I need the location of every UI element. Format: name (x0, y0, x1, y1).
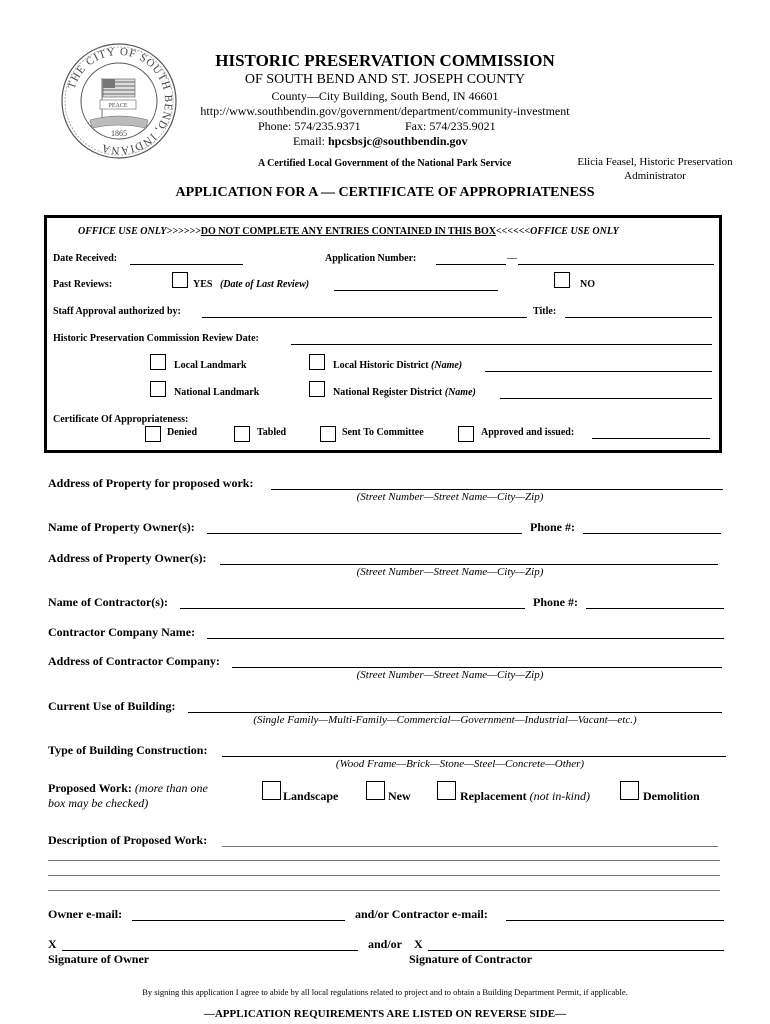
property-address-hint: (Street Number—Street Name—City—Zip) (356, 491, 544, 503)
new-label: New (388, 789, 411, 803)
application-number-field-a[interactable] (436, 264, 506, 265)
sent-committee-checkbox[interactable] (320, 426, 336, 442)
contractor-company-field[interactable] (207, 638, 724, 639)
construction-type-hint: (Wood Frame—Brick—Stone—Steel—Concrete—Other) (335, 758, 585, 770)
construction-type-field[interactable] (222, 756, 726, 757)
approved-label: Approved and issued: (481, 427, 575, 438)
contractor-phone-field[interactable] (586, 608, 724, 609)
owner-phone-field[interactable] (583, 533, 721, 534)
owner-address-hint: (Street Number—Street Name—City—Zip) (356, 566, 544, 578)
header-email-line (293, 134, 468, 149)
yes-checkbox[interactable] (172, 272, 188, 288)
national-register-field[interactable] (500, 398, 712, 399)
owner-email-label: Owner e-mail: (48, 907, 123, 921)
application-number-dash: — (507, 253, 517, 264)
proposed-work-hint-1: (more than one (134, 781, 208, 795)
current-use-label: Current Use of Building: (48, 699, 176, 713)
date-last-review-field[interactable] (334, 290, 498, 291)
description-line-1[interactable] (222, 846, 718, 847)
approved-checkbox[interactable] (458, 426, 474, 442)
header-fax: Fax: 574/235.9021 (405, 119, 496, 133)
contractor-company-label: Contractor Company Name: (48, 625, 196, 639)
contractor-email-field[interactable] (506, 920, 724, 921)
city-seal-logo (60, 42, 178, 160)
seal-motto: PEACE (108, 103, 128, 109)
past-reviews-label: Past Reviews: (53, 279, 113, 290)
denied-label: Denied (167, 427, 197, 438)
local-district-field[interactable] (485, 371, 712, 372)
contractor-email-label: and/or Contractor e-mail: (355, 907, 488, 921)
construction-type-label: Type of Building Construction: (48, 743, 208, 757)
replacement-checkbox[interactable] (437, 781, 456, 800)
national-register-text: National Register District (333, 387, 443, 398)
proposed-work-label (48, 781, 208, 796)
title-label: Title: (533, 306, 557, 317)
national-landmark-checkbox[interactable] (150, 381, 166, 397)
description-label: Description of Proposed Work: (48, 833, 208, 847)
requirements-note: —APPLICATION REQUIREMENTS ARE LISTED ON REVERSE SIDE— (203, 1008, 567, 1020)
staff-approval-field[interactable] (202, 317, 527, 318)
sent-committee-label: Sent To Committee (342, 427, 424, 438)
administrator-name: Elicia Feasel, Historic Preservation (577, 156, 733, 168)
owner-name-label: Name of Property Owner(s): (48, 520, 195, 534)
national-landmark-label: National Landmark (174, 387, 260, 398)
administrator-title: Administrator (624, 170, 686, 182)
description-line-3[interactable] (48, 875, 720, 876)
banner-suffix: <<<<<<OFFICE USE ONLY (495, 226, 619, 237)
national-register-checkbox[interactable] (309, 381, 325, 397)
contractor-phone-label: Phone #: (533, 595, 578, 609)
contractor-signature-field[interactable] (428, 950, 724, 951)
proposed-work-text: Proposed Work: (48, 781, 132, 795)
approved-date-field[interactable] (592, 438, 710, 439)
contractor-name-label: Name of Contractor(s): (48, 595, 168, 609)
owner-signature-field[interactable] (62, 950, 358, 951)
commission-title: HISTORIC PRESERVATION COMMISSION (215, 51, 555, 70)
contractor-address-hint: (Street Number—Street Name—City—Zip) (356, 669, 544, 681)
office-use-banner (78, 226, 619, 237)
new-checkbox[interactable] (366, 781, 385, 800)
coa-label: Certificate Of Appropriateness: (53, 414, 189, 425)
header-email-label: Email: (293, 134, 325, 148)
owner-signature-x: X (48, 937, 57, 951)
landscape-label: Landscape (283, 789, 339, 803)
contractor-address-label: Address of Contractor Company: (48, 654, 220, 668)
description-line-4[interactable] (48, 890, 720, 891)
signature-andor: and/or (368, 937, 403, 951)
hpc-review-date-label: Historic Preservation Commission Review Date: (53, 333, 259, 344)
description-line-2[interactable] (48, 860, 720, 861)
denied-checkbox[interactable] (145, 426, 161, 442)
proposed-work-hint-2: box may be checked) (48, 796, 149, 810)
tabled-checkbox[interactable] (234, 426, 250, 442)
current-use-hint: (Single Family—Multi-Family—Commercial—Government—Industrial—Vacant—etc.) (253, 714, 637, 726)
property-address-field[interactable] (271, 489, 723, 490)
owner-name-field[interactable] (207, 533, 522, 534)
local-district-text: Local Historic District (333, 360, 429, 371)
not-in-kind-text: (not in-kind) (529, 789, 590, 803)
local-district-label (333, 360, 462, 371)
owner-address-field[interactable] (220, 564, 718, 565)
property-address-label: Address of Property for proposed work: (48, 476, 254, 490)
agreement-text: By signing this application I agree to abide by all local regulations related to project and to obtain a Building Department Permit, if applicable. (142, 987, 628, 997)
local-landmark-checkbox[interactable] (150, 354, 166, 370)
owner-signature-label: Signature of Owner (48, 952, 150, 966)
header-phone: Phone: 574/235.9371 (258, 119, 361, 133)
hpc-review-date-field[interactable] (291, 344, 712, 345)
no-label: NO (580, 279, 595, 290)
contractor-signature-label: Signature of Contractor (409, 952, 533, 966)
title-field[interactable] (565, 317, 712, 318)
staff-approval-label: Staff Approval authorized by: (53, 306, 181, 317)
demolition-label: Demolition (643, 789, 700, 803)
replacement-label (460, 789, 590, 804)
commission-subtitle: OF SOUTH BEND AND ST. JOSEPH COUNTY (244, 72, 526, 87)
national-register-name-hint: (Name) (444, 387, 476, 398)
no-checkbox[interactable] (554, 272, 570, 288)
current-use-field[interactable] (188, 712, 722, 713)
owner-phone-label: Phone #: (530, 520, 575, 534)
local-district-name-hint: (Name) (431, 360, 463, 371)
banner-middle: DO NOT COMPLETE ANY ENTRIES CONTAINED IN THIS BOX (200, 226, 496, 237)
owner-address-label: Address of Property Owner(s): (48, 551, 207, 565)
local-district-checkbox[interactable] (309, 354, 325, 370)
certified-government: A Certified Local Government of the National Park Service (258, 158, 512, 169)
date-received-field[interactable] (130, 264, 243, 265)
header-address: County—City Building, South Bend, IN 46601 (271, 89, 499, 103)
yes-label (193, 279, 309, 290)
date-last-review-text: (Date of Last Review) (219, 279, 310, 290)
local-landmark-label: Local Landmark (174, 360, 247, 371)
contractor-signature-x: X (414, 937, 423, 951)
application-number-label: Application Number: (325, 253, 417, 264)
header-email[interactable]: hpcsbsjc@southbendin.gov (328, 134, 468, 148)
yes-text: YES (193, 279, 213, 290)
tabled-label: Tabled (257, 427, 287, 438)
banner-prefix: OFFICE USE ONLY>>>>>> (78, 226, 201, 237)
contractor-address-field[interactable] (232, 667, 722, 668)
national-register-label (333, 387, 476, 398)
demolition-checkbox[interactable] (620, 781, 639, 800)
application-number-field-b[interactable] (518, 264, 714, 265)
contractor-name-field[interactable] (180, 608, 525, 609)
date-received-label: Date Received: (53, 253, 118, 264)
seal-ring-text: THE CITY OF SOUTH BEND, INDIANA (65, 45, 175, 157)
owner-email-field[interactable] (132, 920, 345, 921)
form-title: APPLICATION FOR A — CERTIFICATE OF APPROPRIATENESS (175, 185, 595, 200)
seal-year: 1865 (111, 129, 127, 138)
replacement-text: Replacement (460, 789, 527, 803)
landscape-checkbox[interactable] (262, 781, 281, 800)
header-url[interactable]: http://www.southbendin.gov/government/department/community-investment (200, 104, 570, 118)
